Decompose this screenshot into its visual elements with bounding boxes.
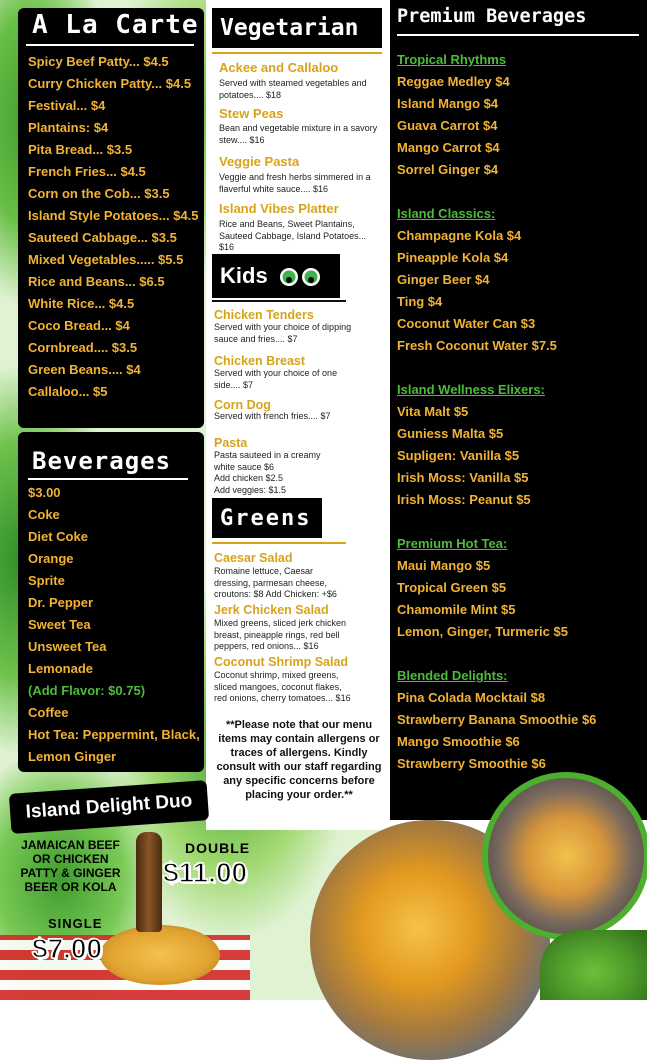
a-la-carte-item: Mixed Vegetables..... $5.5 <box>28 252 184 267</box>
double-price: $11.00 <box>163 857 248 888</box>
premium-beverage-item: Vita Malt $5 <box>397 404 469 419</box>
googly-eyes-icon <box>278 263 322 289</box>
promo-desc-line: PATTY & GINGER <box>20 866 121 880</box>
vegetarian-item-name: Veggie Pasta <box>219 154 300 169</box>
promo-title-text: Island Delight Duo <box>25 790 193 823</box>
beverages-underline <box>28 478 188 480</box>
vegetarian-item-desc: Bean and vegetable mixture in a savory stew.... $16 <box>219 123 378 145</box>
greens-item-desc: Coconut shrimp, mixed greens, sliced mangoes, coconut flakes, red onions, cherry tomatoes... $16 <box>214 670 351 703</box>
beverage-item: Sprite <box>28 573 65 588</box>
single-price: $7.00 <box>32 933 103 964</box>
title-underline <box>26 44 194 46</box>
premium-beverage-item: Reggae Medley $4 <box>397 74 510 89</box>
vegetarian-item-name: Ackee and Callaloo <box>219 60 339 75</box>
vegetarian-item-desc: Served with steamed vegetables and potatoes.... $18 <box>219 78 367 100</box>
premium-group-heading: Island Classics: <box>397 206 496 221</box>
a-la-carte-item: Curry Chicken Patty... $4.5 <box>28 76 192 91</box>
greens-item-name: Coconut Shrimp Salad <box>214 655 349 669</box>
beverage-item: $3.00 <box>28 485 61 500</box>
premium-beverage-item: Ginger Beer $4 <box>397 272 490 287</box>
kids-item-name: Chicken Tenders <box>214 308 314 322</box>
kids-item-name: Chicken Breast <box>214 354 306 368</box>
premium-beverages-title: Premium Beverages <box>397 6 587 27</box>
kids-heading <box>212 254 340 298</box>
greens-item-name: Jerk Chicken Salad <box>214 603 329 617</box>
double-label: DOUBLE <box>185 840 251 856</box>
allergen-note: **Please note that our menu items may contain allergens or traces of allergens. Kindly consult with our staff regarding any specific concerns before placing your order.** <box>216 719 382 801</box>
vegetarian-divider <box>212 52 382 54</box>
vegetarian-heading-text: Vegetarian <box>220 15 359 41</box>
a-la-carte-item: Green Beans.... $4 <box>28 362 141 377</box>
premium-beverage-item: Strawberry Banana Smoothie $6 <box>397 712 597 727</box>
premium-beverage-item: Chamomile Mint $5 <box>397 602 516 617</box>
premium-beverage-item: Champagne Kola $4 <box>397 228 522 243</box>
beverage-item: Dr. Pepper <box>28 595 94 610</box>
premium-underline <box>397 34 639 36</box>
beverage-item: Sweet Tea <box>28 617 91 632</box>
premium-beverage-item: Supligen: Vanilla $5 <box>397 448 520 463</box>
vegetarian-item-name: Stew Peas <box>219 106 284 121</box>
a-la-carte-item: French Fries... $4.5 <box>28 164 146 179</box>
premium-beverage-item: Fresh Coconut Water $7.5 <box>397 338 557 353</box>
greens-heading <box>212 498 322 538</box>
a-la-carte-item: Pita Bread... $3.5 <box>28 142 133 157</box>
single-label: SINGLE <box>48 916 103 931</box>
premium-beverage-item: Mango Carrot $4 <box>397 140 500 155</box>
premium-beverage-item: Sorrel Ginger $4 <box>397 162 499 177</box>
premium-beverage-item: Guava Carrot $4 <box>397 118 498 133</box>
a-la-carte-item: White Rice... $4.5 <box>28 296 135 311</box>
a-la-carte-item: Coco Bread... $4 <box>28 318 130 333</box>
a-la-carte-title: A La Carte <box>32 10 199 40</box>
premium-group-heading: Premium Hot Tea: <box>397 536 508 551</box>
a-la-carte-item: Cornbread.... $3.5 <box>28 340 138 355</box>
kids-item-desc: Served with your choice of one side.... $7 <box>214 368 338 390</box>
premium-group-heading: Tropical Rhythms <box>397 52 507 67</box>
beverage-item: Lemonade <box>28 661 94 676</box>
beverage-item: Diet Coke <box>28 529 88 544</box>
greens-divider <box>212 542 346 544</box>
pasta-photo-circle <box>482 772 647 940</box>
vegetarian-item-desc: Veggie and fresh herbs simmered in a flaverful white sauce.... $16 <box>219 172 371 194</box>
premium-beverage-item: Irish Moss: Peanut $5 <box>397 492 531 507</box>
kids-item-name: Pasta <box>214 436 248 450</box>
greens-item-name: Caesar Salad <box>214 551 293 565</box>
promo-description <box>8 838 133 894</box>
beverage-item: Lemon Ginger <box>28 749 117 764</box>
premium-beverage-item: Irish Moss: Vanilla $5 <box>397 470 529 485</box>
kids-item-desc: Served with french fries.... $7 <box>214 411 331 421</box>
premium-beverage-item: Island Mango $4 <box>397 96 499 111</box>
beverage-item: Coke <box>28 507 60 522</box>
promo-desc-line: BEER OR KOLA <box>24 880 117 894</box>
beverages-title: Beverages <box>32 447 172 475</box>
greens-heading-text: Greens <box>220 505 312 531</box>
a-la-carte-item: Festival... $4 <box>28 98 106 113</box>
a-la-carte-item: Rice and Beans... $6.5 <box>28 274 165 289</box>
salad-decoration <box>540 930 647 1000</box>
greens-item-desc: Mixed greens, sliced jerk chicken breast, pineapple rings, red bell peppers, red onions... $16 <box>214 618 347 651</box>
premium-beverage-item: Strawberry Smoothie $6 <box>397 756 546 771</box>
promo-desc-line: JAMAICAN BEEF <box>21 838 120 852</box>
beverage-item: (Add Flavor: $0.75) <box>28 683 146 698</box>
beverage-item: Hot Tea: Peppermint, Black, <box>28 727 200 742</box>
a-la-carte-item: Island Style Potatoes... $4.5 <box>28 208 199 223</box>
premium-beverage-item: Tropical Green $5 <box>397 580 507 595</box>
a-la-carte-item: Sauteed Cabbage... $3.5 <box>28 230 177 245</box>
premium-beverage-item: Lemon, Ginger, Turmeric $5 <box>397 624 568 639</box>
a-la-carte-item: Callaloo... $5 <box>28 384 108 399</box>
kids-item-desc: Pasta sauteed in a creamy white sauce $6 Add chicken $2.5 Add veggies: $1.5 <box>214 450 321 495</box>
premium-beverage-item: Pina Colada Mocktail $8 <box>397 690 546 705</box>
premium-group-heading: Island Wellness Elixers: <box>397 382 545 397</box>
premium-group-heading: Blended Delights: <box>397 668 508 683</box>
patty-image <box>100 925 220 985</box>
vegetarian-item-name: Island Vibes Platter <box>219 201 339 216</box>
kids-item-desc: Served with your choice of dipping sauce and fries.... $7 <box>214 322 352 344</box>
premium-beverage-item: Mango Smoothie $6 <box>397 734 520 749</box>
beverage-item: Unsweet Tea <box>28 639 107 654</box>
vegetarian-heading <box>212 8 382 48</box>
kids-heading-text: Kids <box>220 263 268 288</box>
beverage-item: Coffee <box>28 705 69 720</box>
premium-beverage-item: Maui Mango $5 <box>397 558 491 573</box>
beer-bottle-image <box>136 832 162 932</box>
premium-beverage-item: Coconut Water Can $3 <box>397 316 536 331</box>
kids-item-name: Corn Dog <box>214 398 271 412</box>
promo-desc-line: OR CHICKEN <box>32 852 109 866</box>
premium-beverage-item: Ting $4 <box>397 294 443 309</box>
kids-underline <box>212 300 346 302</box>
a-la-carte-item: Plantains: $4 <box>28 120 109 135</box>
premium-beverage-item: Guniess Malta $5 <box>397 426 504 441</box>
a-la-carte-item: Corn on the Cob... $3.5 <box>28 186 170 201</box>
vegetarian-item-desc: Rice and Beans, Sweet Plantains, Sauteed Cabbage, Island Potatoes... $16 <box>219 219 367 252</box>
a-la-carte-item: Spicy Beef Patty... $4.5 <box>28 54 169 69</box>
beverage-item: Orange <box>28 551 74 566</box>
greens-item-desc: Romaine lettuce, Caesar dressing, parmesan cheese, croutons: $8 Add Chicken: +$6 <box>214 566 337 599</box>
premium-beverage-item: Pineapple Kola $4 <box>397 250 509 265</box>
